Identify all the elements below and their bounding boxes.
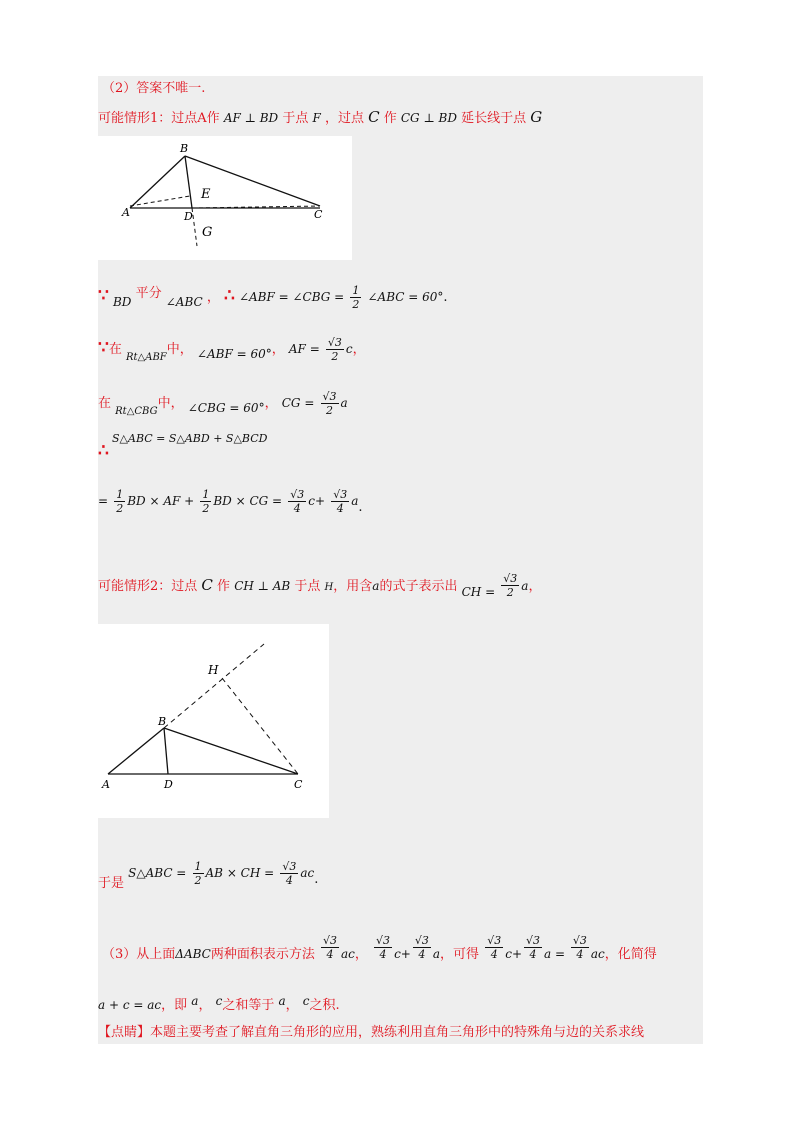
var-a-3: a xyxy=(432,947,441,961)
angle-cbg-60: ∠CBG = 60° xyxy=(187,401,265,415)
fig1-label-d: D xyxy=(184,210,193,223)
therefore-symbol-2: ∴ xyxy=(98,441,109,461)
var-c-1: c xyxy=(345,342,353,356)
case2-end-comma: ， xyxy=(528,579,542,594)
because-symbol-2: ∵ xyxy=(98,338,109,358)
half-den-3: 2 xyxy=(202,502,210,515)
four-den-8: 4 xyxy=(529,948,537,961)
four-den-9: 4 xyxy=(576,948,584,961)
result-comma: ， xyxy=(198,998,212,1013)
case2-zuo: 作 xyxy=(217,579,231,594)
four-den-4: 4 xyxy=(326,948,334,961)
fraction-sqrt3-4-h xyxy=(524,934,542,961)
case2-var-a: a xyxy=(372,579,380,593)
case1-text-3: 作 xyxy=(383,111,397,126)
rt-abf: Rt△ABF xyxy=(125,352,167,363)
case1-text-4: 延长线于点 xyxy=(461,111,527,126)
sqrt3-num-7: √3 xyxy=(323,934,338,947)
s-abc-equals: S△ABC = xyxy=(128,866,187,880)
cg-equals: CG = xyxy=(281,396,315,410)
case2-title: 可能情形2：过点 xyxy=(98,579,198,594)
fig2-label-a: A xyxy=(102,778,110,791)
var-a-1: a xyxy=(340,396,348,410)
case2-yudian: 于点 xyxy=(294,579,321,594)
comment-text: 本题主要考查了解直角三角形的应用，熟练利用直角三角形中的特殊角与边的关系求线 xyxy=(150,1025,645,1040)
case2-yonghan: ，用含 xyxy=(333,579,373,594)
case1-af-perp: AF ⊥ BD xyxy=(223,111,279,125)
rt-cbg-line xyxy=(98,390,348,421)
comment-tag: 【点睛】 xyxy=(98,1025,151,1040)
fig2-label-h: H xyxy=(208,663,219,677)
therefore-line xyxy=(98,442,109,462)
case1-text-2: ，过点 xyxy=(324,111,364,126)
fraction-sqrt3-4-d xyxy=(321,934,339,961)
rt-abf-line xyxy=(98,336,366,367)
result-var-a-2: a xyxy=(278,994,286,1008)
part3-line: （3）从上面ΔABC两种面积表示方法 $\frac{√3}{4}$ ac， $\frac{√3}{4}$ c+ $\frac{√3}{4}$ a，可得 $\frac{√3}{4}$ c+ $\frac{√3}{4}$ a = $\frac{√3}{4}$ ac，化简得 xyxy=(102,934,657,962)
bisect-line xyxy=(98,284,448,311)
fraction-half-3 xyxy=(200,488,211,515)
comma-6: ， xyxy=(264,396,278,411)
period-3: . xyxy=(314,872,319,887)
sqrt3-num-9: √3 xyxy=(414,934,429,947)
four-den-6: 4 xyxy=(418,948,426,961)
case2-var-a-2: a xyxy=(521,579,529,593)
four-den-5: 4 xyxy=(379,948,387,961)
half-num: 1 xyxy=(352,284,360,297)
half-den-2: 2 xyxy=(116,502,124,515)
part2-header xyxy=(102,80,205,98)
area-equation-line xyxy=(98,488,363,517)
rt-cbg: Rt△CBG xyxy=(115,406,158,417)
fraction-sqrt3-2-b xyxy=(321,390,339,417)
fig1-label-b: B xyxy=(180,142,189,155)
sqrt3-num-1: √3 xyxy=(327,336,342,349)
zhong-text-1: 中 xyxy=(166,342,180,357)
sqrt3-num-2: √3 xyxy=(322,390,337,403)
bd-times-cg: BD × CG = xyxy=(213,494,283,508)
fig2-label-d: D xyxy=(164,778,173,791)
figure-2 xyxy=(98,624,329,818)
ch-equals: CH = xyxy=(461,585,496,599)
segment-bd: BD xyxy=(112,295,132,309)
part3-two-methods: 两种面积表示方法 xyxy=(210,947,315,962)
bisect-text: 平分 xyxy=(135,286,162,301)
case1-point-f: F xyxy=(312,111,321,125)
figure-1-diagram xyxy=(98,136,352,260)
in-text-1: 在 xyxy=(108,342,122,357)
zhong-text-2: 中 xyxy=(157,396,171,411)
comma-5: ， xyxy=(170,396,184,411)
af-equals: AF = xyxy=(288,342,320,356)
case2-point-h: H xyxy=(324,582,334,593)
part3-comma-1: ， xyxy=(354,947,368,962)
case2-shizi: 的式子表示出 xyxy=(379,579,458,594)
fraction-sqrt3-2-c xyxy=(501,572,519,599)
var-a-2: a xyxy=(351,494,359,508)
fraction-half-1 xyxy=(350,284,361,311)
result-var-c-2: c xyxy=(302,994,310,1008)
part3-kede: ，可得 xyxy=(440,947,480,962)
four-den-1: 4 xyxy=(293,502,301,515)
result-zhihe: 之和等于 xyxy=(222,998,275,1013)
fraction-sqrt3-4-c xyxy=(280,860,298,887)
case2-ch-perp-ab: CH ⊥ AB xyxy=(234,579,291,593)
comma-2: ， xyxy=(179,342,193,357)
area-sum-line xyxy=(98,430,267,448)
case1-point-c: C xyxy=(368,108,380,126)
result-zhiji: 之积. xyxy=(309,998,340,1013)
because-symbol-1: ∵ xyxy=(98,286,109,306)
case1-point-g: G xyxy=(530,108,543,126)
fig1-label-g: G xyxy=(202,225,213,240)
result-ji: ，即 xyxy=(161,998,188,1013)
sqrt3-num-5: √3 xyxy=(503,572,518,585)
result-var-a: a xyxy=(191,994,199,1008)
sqrt3-num-12: √3 xyxy=(572,934,587,947)
angle-equality: ∠ABF = ∠CBG = xyxy=(238,290,345,304)
fig2-label-b: B xyxy=(158,715,167,728)
fraction-sqrt3-4-g xyxy=(485,934,503,961)
case1-cg-perp: CG ⊥ BD xyxy=(400,111,457,125)
var-c-3: c xyxy=(394,947,401,961)
fraction-half-4 xyxy=(193,860,204,887)
half-num-4: 1 xyxy=(194,860,202,873)
sqrt3-num-3: √3 xyxy=(290,488,305,501)
plus-3: + xyxy=(511,947,522,961)
case2-line xyxy=(98,572,541,601)
part3-huajian: ，化简得 xyxy=(604,947,657,962)
fig1-label-e: E xyxy=(201,187,211,202)
var-ac-2: ac xyxy=(341,947,355,961)
var-ac-1: ac xyxy=(300,866,315,880)
case1-text-1: 于点 xyxy=(282,111,309,126)
var-a-4: a xyxy=(544,947,552,961)
angle-abf-60: ∠ABF = 60° xyxy=(196,347,272,361)
sqrt3-num-8: √3 xyxy=(376,934,391,947)
fig1-label-a: A xyxy=(122,206,130,219)
case2-point-c: C xyxy=(201,576,213,594)
part2-header-text: （2）答案不唯一. xyxy=(102,81,206,96)
half-num-3: 1 xyxy=(202,488,210,501)
result-var-c: c xyxy=(215,994,223,1008)
fig1-label-c: C xyxy=(314,208,323,221)
fig2-label-c: C xyxy=(294,778,303,791)
plus-2: + xyxy=(400,947,411,961)
fraction-half-2 xyxy=(114,488,125,515)
fraction-sqrt3-4-b xyxy=(331,488,349,515)
fraction-sqrt3-4-e xyxy=(374,934,392,961)
ab-times-ch: AB × CH = xyxy=(205,866,275,880)
two-den-2: 2 xyxy=(326,404,334,417)
sqrt3-num-6: √3 xyxy=(282,860,297,873)
triangle-abc: ΔABC xyxy=(175,947,211,961)
sqrt3-num-4: √3 xyxy=(333,488,348,501)
part3-lead: （3）从上面 xyxy=(102,947,176,962)
fraction-sqrt3-4-f xyxy=(413,934,431,961)
plus-1: + xyxy=(314,494,326,508)
case1-title: 可能情形1：过点A作 xyxy=(98,111,220,126)
yushi-text: 于是 xyxy=(98,876,125,891)
var-c-2: c xyxy=(308,494,315,508)
period-1: . xyxy=(443,290,448,305)
in-text-2: 在 xyxy=(98,396,112,411)
half-den: 2 xyxy=(352,298,360,311)
two-den-3: 2 xyxy=(506,586,514,599)
comment-line xyxy=(98,1024,644,1042)
four-den-2: 4 xyxy=(336,502,344,515)
two-den-1: 2 xyxy=(331,350,339,363)
result-equation: a + c = ac xyxy=(98,998,162,1012)
fraction-sqrt3-2-a xyxy=(326,336,344,363)
angle-abc: ∠ABC xyxy=(165,295,203,309)
fraction-sqrt3-4-i xyxy=(571,934,589,961)
equals-lead: = xyxy=(98,494,109,508)
four-den-7: 4 xyxy=(490,948,498,961)
figure-2-diagram xyxy=(98,624,329,818)
angle-60: ∠ABC = 60° xyxy=(367,290,444,304)
sqrt3-num-11: √3 xyxy=(526,934,541,947)
comma-1: ， xyxy=(206,290,220,305)
sqrt3-num-10: √3 xyxy=(487,934,502,947)
result-comma-2: ， xyxy=(285,998,299,1013)
therefore-symbol-1: ∴ xyxy=(223,286,235,306)
var-c-4: c xyxy=(505,947,512,961)
area-sum: S△ABC = S△ABD + S△BCD xyxy=(112,432,268,445)
case1-line xyxy=(98,108,542,128)
conclusion2-line xyxy=(98,860,318,893)
var-ac-3: ac xyxy=(590,947,605,961)
fraction-sqrt3-4-a xyxy=(288,488,306,515)
bd-times-af: BD × AF + xyxy=(127,494,195,508)
four-den-3: 4 xyxy=(285,874,293,887)
comma-4: ， xyxy=(352,342,366,357)
half-num-2: 1 xyxy=(116,488,124,501)
comma-3: ， xyxy=(271,342,285,357)
half-den-4: 2 xyxy=(194,874,202,887)
figure-1 xyxy=(98,136,352,260)
result-line xyxy=(98,992,340,1015)
period-2: . xyxy=(358,500,363,515)
